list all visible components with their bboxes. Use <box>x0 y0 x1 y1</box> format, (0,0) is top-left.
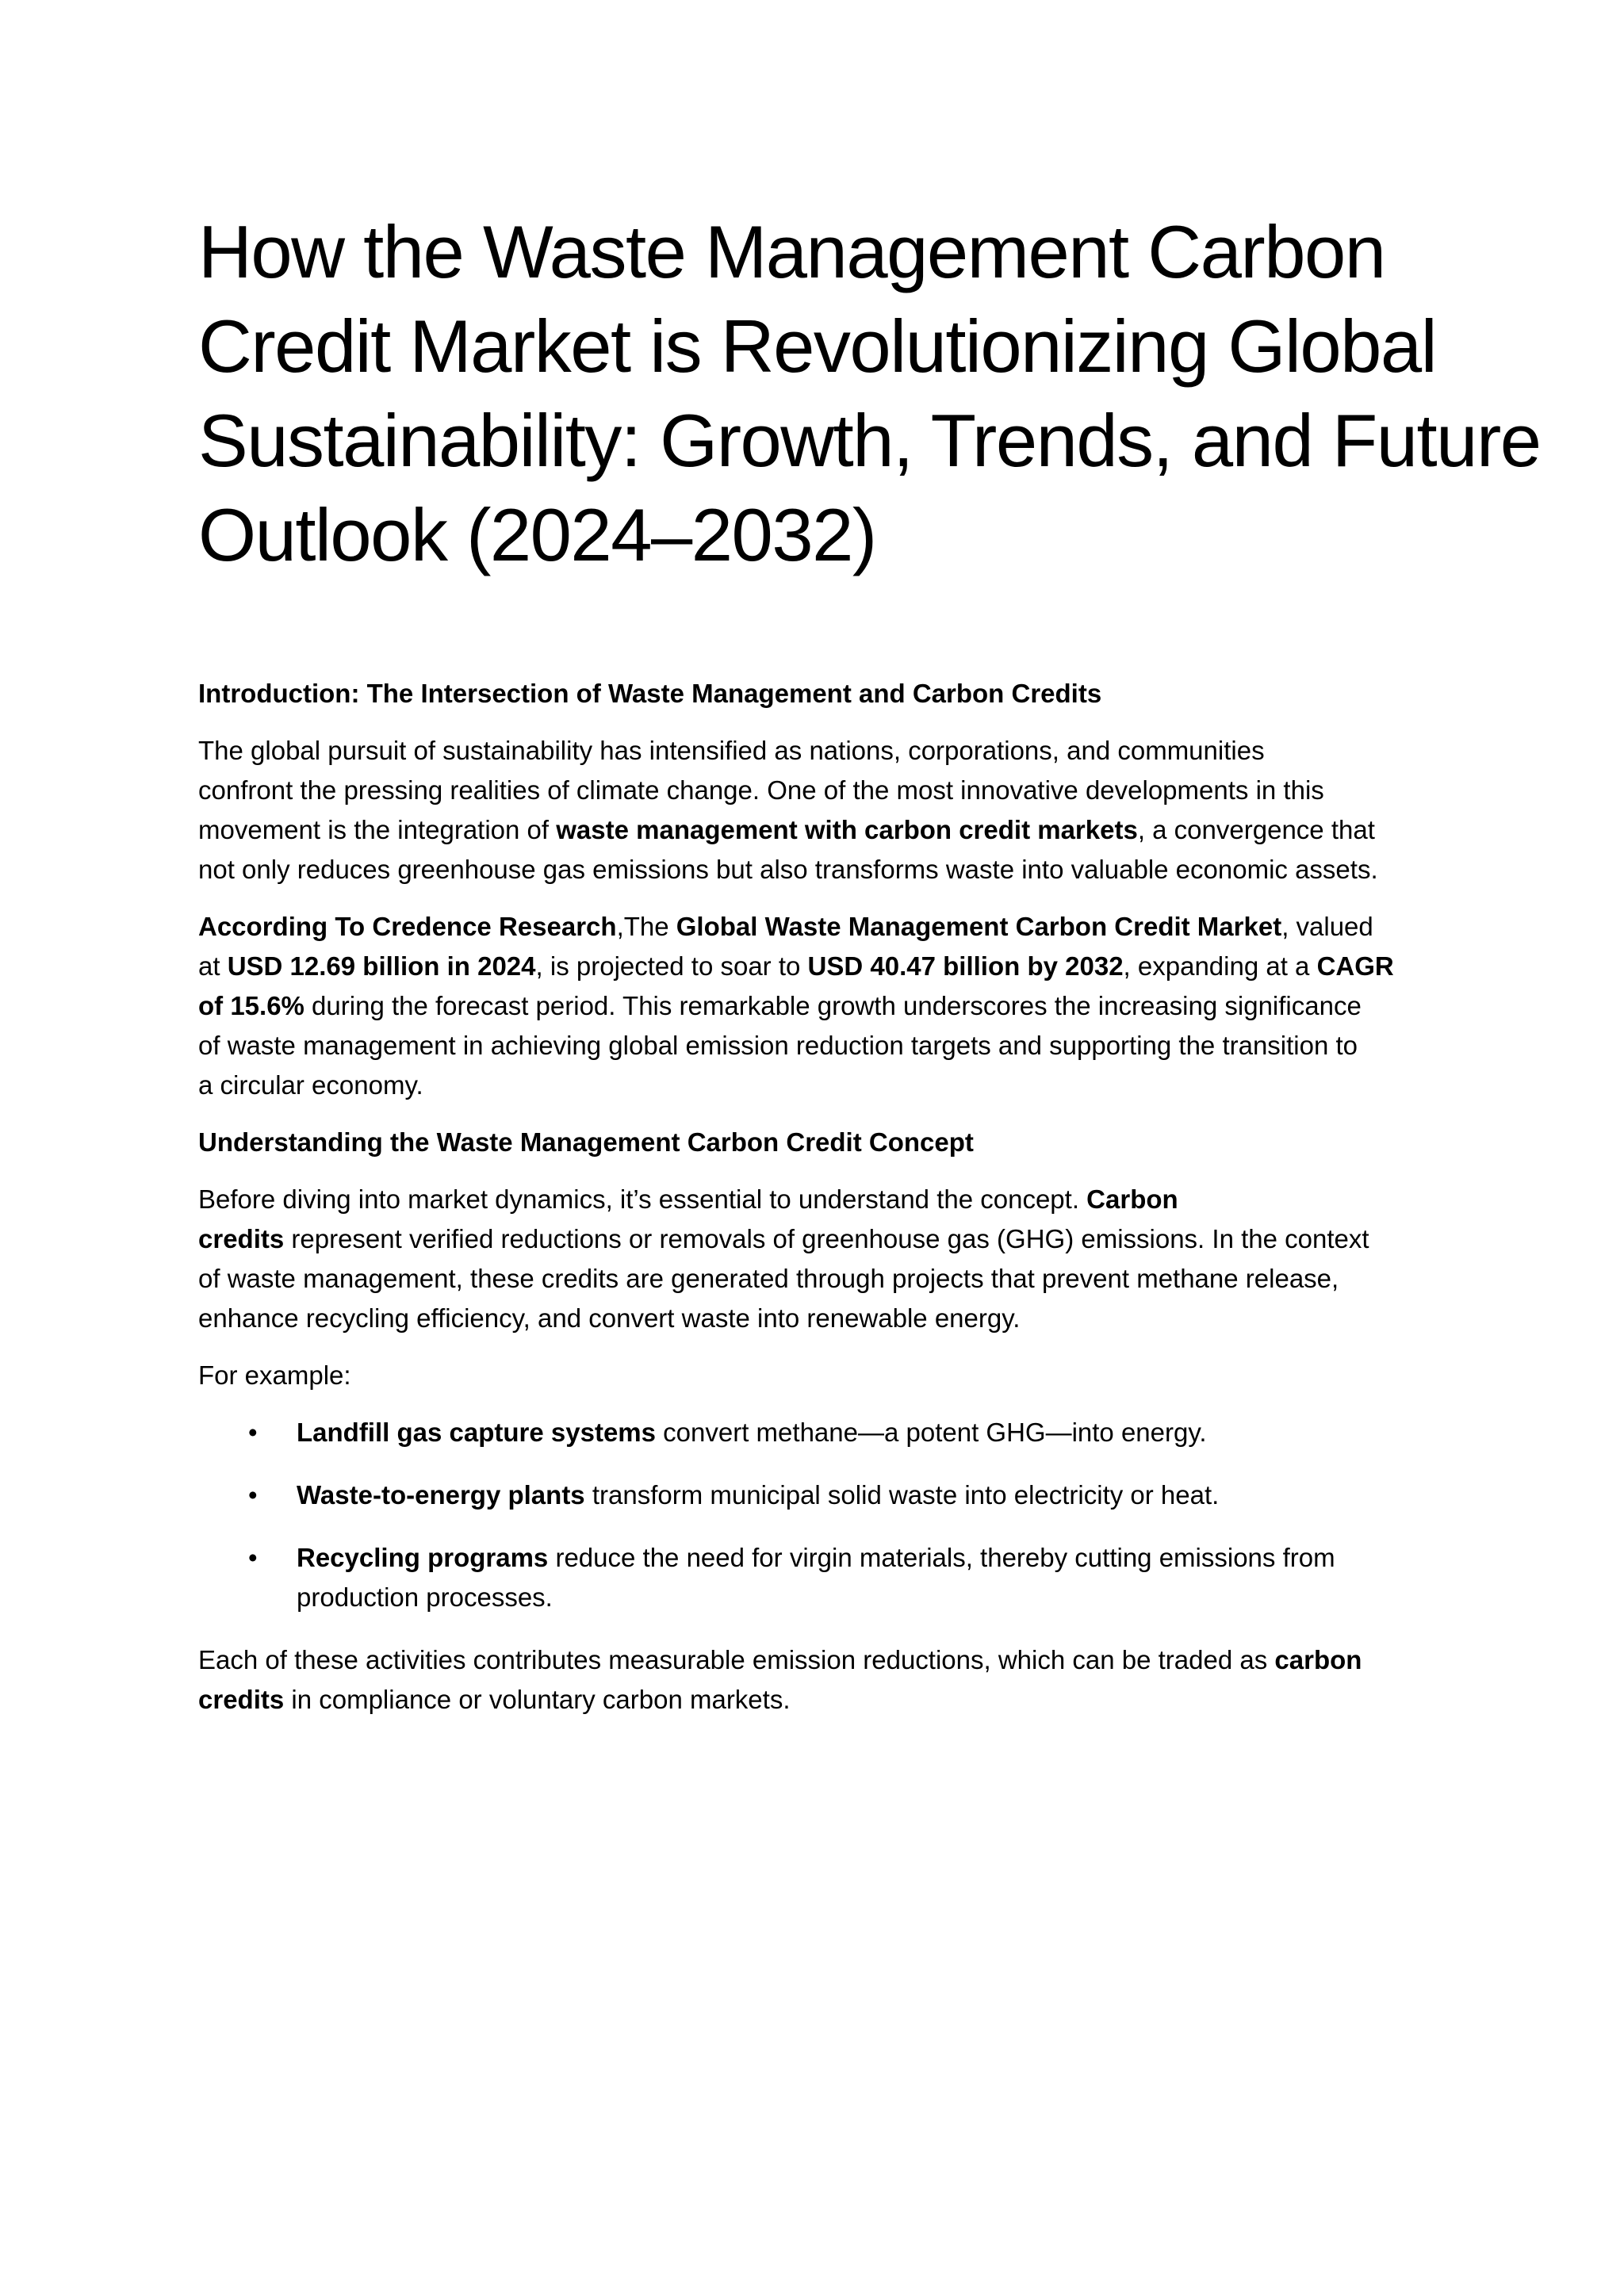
text-line: enhance recycling efficiency, and convert waste into renewable energy. <box>198 1303 1021 1333</box>
concept-heading: Understanding the Waste Management Carbon Credit Concept <box>198 1127 974 1157</box>
bold-run: Global Waste Management Carbon Credit Market <box>676 912 1282 941</box>
text-run: ,The <box>616 912 676 941</box>
concept-paragraph <box>198 1180 1443 1338</box>
text-line <box>198 947 1443 986</box>
text-run: Each of these activities contributes measurable emission reductions, which can be traded as <box>198 1645 1275 1674</box>
bullet-icon: • <box>248 1480 258 1510</box>
list-item <box>198 1538 1443 1617</box>
document-page <box>198 205 1541 1737</box>
bullet-icon: • <box>248 1418 258 1447</box>
text-line: confront the pressing realities of climate change. One of the most innovative developments in this <box>198 775 1324 805</box>
example-list <box>198 1413 1443 1617</box>
example-label: For example: <box>198 1360 351 1390</box>
text-run: convert methane—a potent GHG—into energy. <box>656 1418 1207 1447</box>
text-run: in compliance or voluntary carbon markets. <box>284 1685 791 1714</box>
title-line: How the Waste Management Carbon <box>198 210 1385 293</box>
closing-paragraph <box>198 1640 1443 1720</box>
title-line: Outlook (2024–2032) <box>198 493 876 576</box>
text-run: during the forecast period. This remarkable growth underscores the increasing significance <box>304 991 1362 1020</box>
title-line: Sustainability: Growth, Trends, and Future <box>198 399 1541 482</box>
text-line <box>198 1219 1443 1259</box>
bold-run: USD 40.47 billion by 2032 <box>807 951 1124 981</box>
text-line: not only reduces greenhouse gas emissions but also transforms waste into valuable economic assets. <box>198 855 1378 884</box>
list-item <box>198 1413 1443 1452</box>
bold-run: credits <box>198 1224 285 1253</box>
text-line <box>297 1475 1443 1515</box>
text-run: reduce the need for virgin materials, thereby cutting emissions from <box>548 1543 1335 1572</box>
text-run: , expanding at a <box>1123 951 1317 981</box>
bold-run: USD 12.69 billion in 2024 <box>227 951 536 981</box>
text-line: of waste management, these credits are generated through projects that prevent methane release, <box>198 1264 1339 1293</box>
text-line: of waste management in achieving global emission reduction targets and supporting the transition to <box>198 1031 1358 1060</box>
text-line <box>297 1538 1443 1578</box>
text-run: , a convergence that <box>1137 815 1375 844</box>
bold-run: Waste-to-energy plants <box>297 1480 585 1510</box>
text-line <box>198 1680 1443 1720</box>
text-line: production processes. <box>297 1582 553 1612</box>
text-run: Before diving into market dynamics, it’s essential to understand the concept. <box>198 1184 1087 1214</box>
bullet-icon: • <box>248 1543 258 1572</box>
document-title <box>198 205 1541 582</box>
bold-run: Recycling programs <box>297 1543 549 1572</box>
text-run: transform municipal solid waste into electricity or heat. <box>584 1480 1220 1510</box>
bold-run: of 15.6% <box>198 991 304 1020</box>
bold-run: waste management with carbon credit markets <box>556 815 1138 844</box>
title-line: Credit Market is Revolutionizing Global <box>198 304 1437 388</box>
intro-paragraph-1 <box>198 731 1443 890</box>
bold-run: carbon <box>1274 1645 1362 1674</box>
text-run: at <box>198 951 228 981</box>
text-line <box>198 986 1443 1026</box>
list-item <box>198 1475 1443 1515</box>
bold-run: Carbon <box>1086 1184 1178 1214</box>
text-line: a circular economy. <box>198 1070 423 1100</box>
intro-paragraph-2 <box>198 907 1443 1105</box>
text-line <box>198 1180 1443 1219</box>
bold-run: CAGR <box>1316 951 1394 981</box>
bold-run: Landfill gas capture systems <box>297 1418 656 1447</box>
text-line <box>198 810 1443 850</box>
text-run: movement is the integration of <box>198 815 557 844</box>
text-run: represent verified reductions or removals of greenhouse gas (GHG) emissions. In the context <box>284 1224 1369 1253</box>
text-run: , is projected to soar to <box>535 951 808 981</box>
text-line: The global pursuit of sustainability has intensified as nations, corporations, and communities <box>198 736 1265 765</box>
text-line <box>198 907 1443 947</box>
text-line <box>198 1640 1443 1680</box>
bold-run: credits <box>198 1685 285 1714</box>
text-run: , valued <box>1281 912 1373 941</box>
bold-run: According To Credence Research <box>198 912 617 941</box>
intro-heading: Introduction: The Intersection of Waste Management and Carbon Credits <box>198 679 1102 708</box>
text-line <box>297 1413 1443 1452</box>
